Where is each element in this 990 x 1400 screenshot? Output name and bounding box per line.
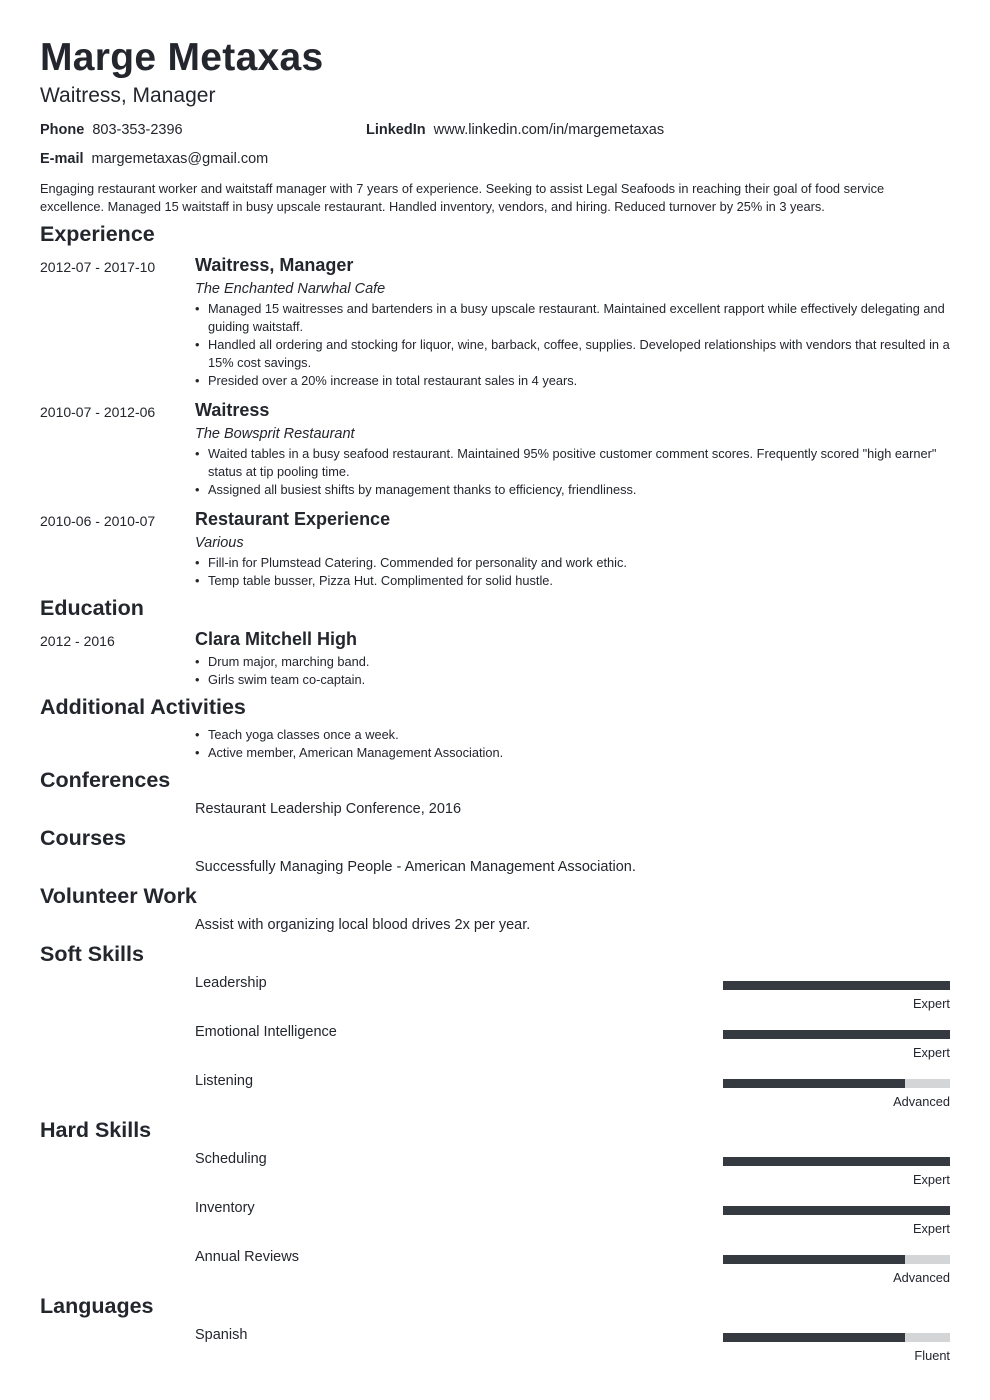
email-value: margemetaxas@gmail.com [91, 151, 269, 167]
contact-linkedin [366, 122, 664, 138]
list-item: • Teach yoga classes once a week. [195, 726, 950, 744]
job-bullets [195, 300, 950, 390]
skill-level: Expert [913, 1045, 950, 1060]
skill-bar [723, 1206, 950, 1215]
job-dates: 2010-07 - 2012-06 [40, 404, 156, 420]
list-item: • Managed 15 waitresses and bartenders in a busy upscale restaurant. Maintained excellent rapport while effectively delegating and guiding waitstaff. [195, 300, 950, 336]
job-title: Waitress [195, 400, 270, 420]
skill-bar [723, 1157, 950, 1166]
skill-bar [723, 981, 950, 990]
activities-bullets [195, 726, 950, 762]
section-heading-education: Education [40, 596, 144, 620]
contact-email [40, 151, 268, 167]
education-dates: 2012 - 2016 [40, 633, 115, 649]
list-item: • Assigned all busiest shifts by management thanks to efficiency, friendliness. [195, 481, 950, 499]
linkedin-label: LinkedIn [366, 122, 426, 138]
language-name: Spanish [195, 1327, 248, 1343]
skill-bar [723, 1079, 950, 1088]
section-heading-conferences: Conferences [40, 768, 171, 792]
job-company: Various [195, 535, 244, 551]
skill-name: Scheduling [195, 1151, 267, 1167]
skill-bar-fill [723, 981, 950, 990]
list-item: • Drum major, marching band. [195, 653, 950, 671]
section-heading-courses: Courses [40, 826, 127, 850]
skill-name: Emotional Intelligence [195, 1024, 337, 1040]
section-heading-volunteer: Volunteer Work [40, 884, 197, 908]
skill-name: Inventory [195, 1200, 255, 1216]
list-item: • Girls swim team co-captain. [195, 671, 950, 689]
job-bullets [195, 554, 950, 590]
section-heading-hard-skills: Hard Skills [40, 1118, 152, 1142]
skill-bar [723, 1255, 950, 1264]
volunteer-text: Assist with organizing local blood drives 2x per year. [195, 917, 531, 933]
job-title: Waitress, Manager [195, 255, 354, 275]
contact-phone [40, 122, 183, 138]
skill-name: Listening [195, 1073, 254, 1089]
skill-bar-fill [723, 1255, 905, 1264]
resume-name: Marge Metaxas [40, 36, 324, 79]
job-title: Restaurant Experience [195, 509, 391, 529]
skill-level: Advanced [893, 1270, 950, 1285]
skill-bar [723, 1030, 950, 1039]
job-company: The Enchanted Narwhal Cafe [195, 281, 386, 297]
list-item: • Fill-in for Plumstead Catering. Commended for personality and work ethic. [195, 554, 950, 572]
skill-bar-fill [723, 1206, 950, 1215]
skill-bar-fill [723, 1157, 950, 1166]
language-bar-fill [723, 1333, 905, 1342]
list-item: • Temp table busser, Pizza Hut. Complimented for solid hustle. [195, 572, 950, 590]
skill-name: Leadership [195, 975, 267, 991]
skill-level: Expert [913, 996, 950, 1011]
skill-bar-fill [723, 1030, 950, 1039]
job-company: The Bowsprit Restaurant [195, 426, 355, 442]
education-school: Clara Mitchell High [195, 629, 358, 649]
job-dates: 2010-06 - 2010-07 [40, 513, 156, 529]
list-item: • Active member, American Management Association. [195, 744, 950, 762]
resume-title: Waitress, Manager [40, 84, 216, 107]
skill-name: Annual Reviews [195, 1249, 299, 1265]
list-item: • Waited tables in a busy seafood restaurant. Maintained 95% positive customer comment scores. Frequently scored "high earner" status at tip pooling time. [195, 445, 950, 481]
skill-level: Advanced [893, 1094, 950, 1109]
job-dates: 2012-07 - 2017-10 [40, 259, 156, 275]
phone-label: Phone [40, 122, 85, 138]
skill-level: Expert [913, 1221, 950, 1236]
section-heading-activities: Additional Activities [40, 695, 246, 719]
summary-text: Engaging restaurant worker and waitstaff manager with 7 years of experience. Seeking to assist Legal Seafoods in reaching their goal of food service excellence. Managed 15 waitstaff in busy upscale restaurant. Handled inventory, vendors, and hiring. Reduced turnover by 25% in 3 years. [40, 181, 885, 214]
email-label: E-mail [40, 151, 84, 167]
conferences-text: Restaurant Leadership Conference, 2016 [195, 801, 462, 817]
language-bar [723, 1333, 950, 1342]
list-item: • Presided over a 20% increase in total restaurant sales in 4 years. [195, 372, 950, 390]
skill-level: Expert [913, 1172, 950, 1187]
skill-bar-fill [723, 1079, 905, 1088]
list-item: • Handled all ordering and stocking for liquor, wine, barback, coffee, supplies. Developed relationships with vendors that resulted in a 15% cost savings. [195, 336, 950, 372]
linkedin-value: www.linkedin.com/in/margemetaxas [433, 122, 665, 138]
phone-value: 803-353-2396 [92, 122, 183, 138]
section-heading-experience: Experience [40, 222, 155, 246]
language-level: Fluent [914, 1348, 950, 1363]
job-bullets [195, 445, 950, 499]
section-heading-soft-skills: Soft Skills [40, 942, 144, 966]
education-bullets [195, 653, 950, 689]
courses-text: Successfully Managing People - American Management Association. [195, 859, 636, 875]
section-heading-languages: Languages [40, 1294, 154, 1318]
